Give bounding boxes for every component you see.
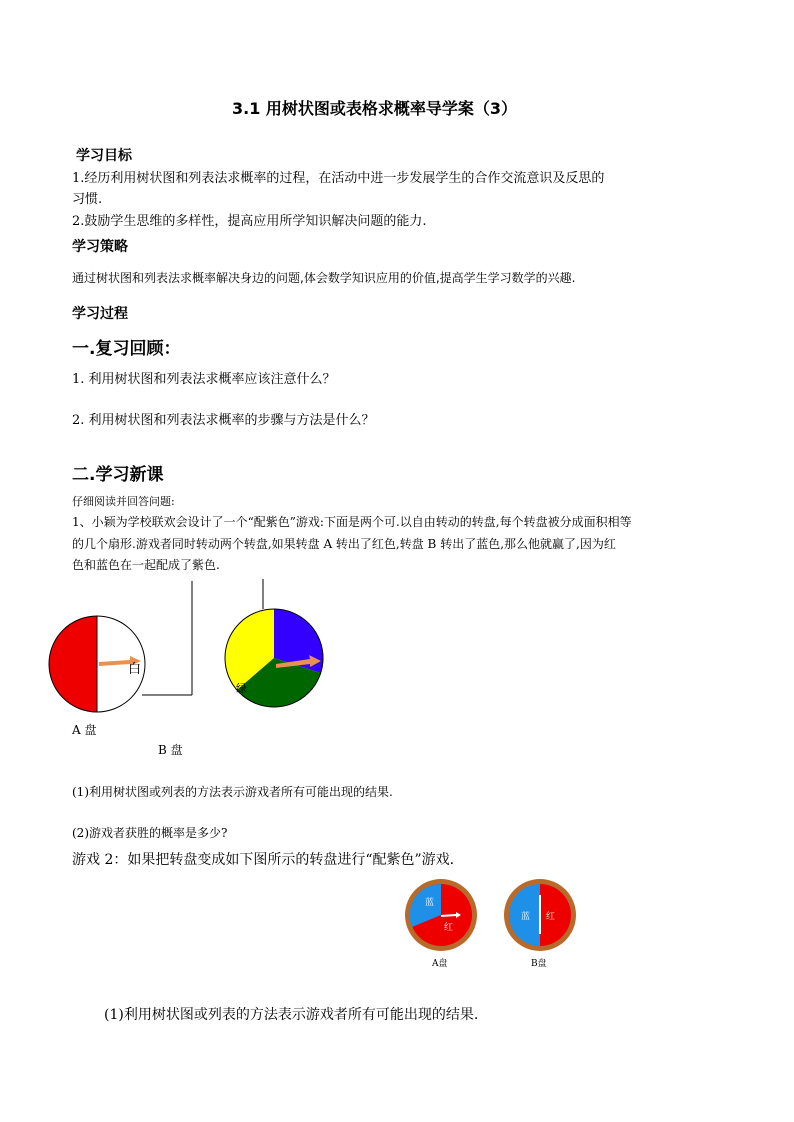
goal-2: 2.鼓励学生思维的多样性，提高应用所学知识解决问题的能力.	[72, 214, 427, 229]
spinner-a	[49, 616, 145, 712]
process-heading: 学习过程	[72, 306, 128, 322]
game-2-question-1: (1)利用树状图或列表的方法表示游戏者所有可能出现的结果.	[104, 1007, 479, 1023]
question-1: (1)利用树状图或列表的方法表示游戏者所有可能出现的结果.	[72, 785, 393, 799]
spinner-2a-red-label: 红	[444, 923, 454, 933]
spinner-2b	[504, 879, 576, 951]
problem-line-3: 色和蓝色在一起配成了紫色.	[72, 558, 220, 572]
review-question-1: 1. 利用树状图和列表法求概率应该注意什么？	[72, 372, 336, 387]
game-2-text: 游戏 2：如果把转盘变成如下图所示的转盘进行“配紫色”游戏.	[72, 852, 455, 868]
problem-line-2: 的几个扇形.游戏者同时转动两个转盘,如果转盘 A 转出了红色,转盘 B 转出了蓝色,那么他就赢了,因为红	[72, 537, 616, 551]
read-prompt: 仔细阅读并回答问题:	[72, 495, 175, 508]
spinner-b-green-label: 绿	[236, 682, 247, 695]
review-question-2: 2. 利用树状图和列表法求概率的步骤与方法是什么？	[72, 413, 375, 428]
spinner-a-caption: A 盘	[72, 723, 97, 737]
spinner-2a-blue-label: 蓝	[425, 898, 435, 908]
spinner-2b-red-label: 红	[546, 912, 556, 922]
review-heading: 一.复习回顾：	[72, 339, 181, 359]
spinner-b-caption: B 盘	[158, 743, 183, 757]
spinner-a-red-sector	[49, 616, 97, 712]
strategy-heading: 学习策略	[72, 239, 128, 255]
goal-1-line-2: 习惯.	[72, 192, 103, 207]
spinner-2a	[405, 879, 477, 951]
page-title: 3.1 用树状图或表格求概率导学案（3）	[232, 99, 518, 118]
spinner-2a-caption: A盘	[432, 959, 448, 969]
goals-heading: 学习目标	[76, 148, 132, 164]
spinner-2b-caption: B盘	[531, 959, 547, 969]
spinner-2b-blue-label: 蓝	[521, 912, 531, 922]
goal-1-line-1: 1.经历利用树状图和列表法求概率的过程，在活动中进一步发展学生的合作交流意识及反思的	[72, 171, 605, 186]
strategy-text: 通过树状图和列表法求概率解决身边的问题,体会数学知识应用的价值,提高学生学习数学的兴趣.	[72, 271, 576, 285]
problem-line-1: 1、小颖为学校联欢会设计了一个“配紫色”游戏:下面是两个可.以自由转动的转盘,每个转盘被分成面积相等	[72, 515, 632, 529]
question-2: (2)游戏者获胜的概率是多少?	[72, 826, 228, 840]
spinner-b	[225, 609, 323, 707]
new-lesson-heading: 二.学习新课	[72, 465, 164, 485]
spinner-figure-2	[398, 878, 588, 970]
spinner-a-white-label: 白	[128, 662, 142, 677]
